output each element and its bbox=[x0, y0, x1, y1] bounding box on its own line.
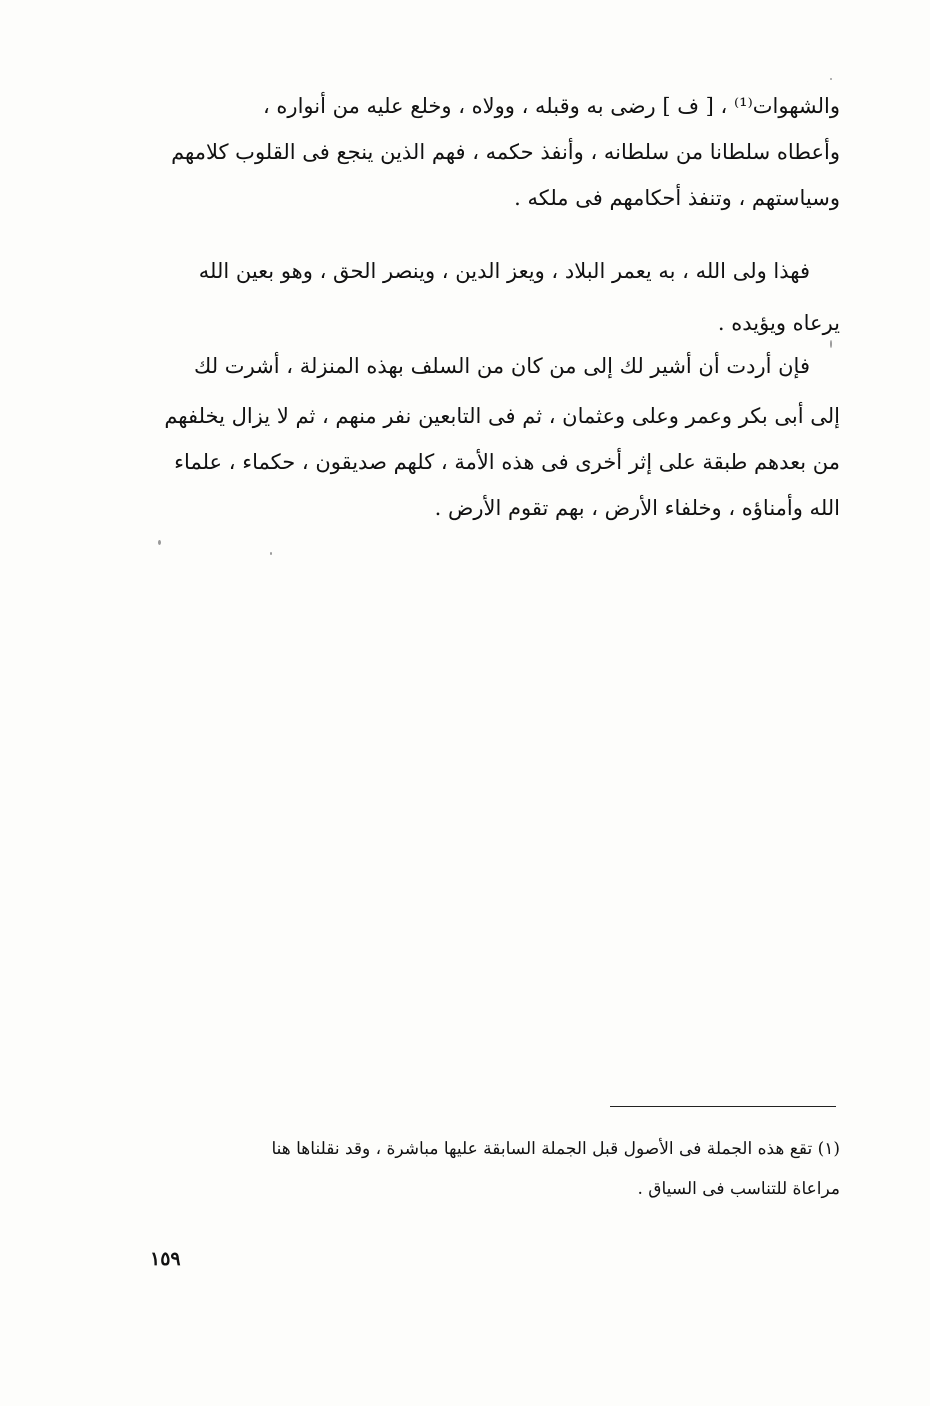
paragraph-line: الله وأمناؤه ، وخلفاء الأرض ، بهم تقوم الأرض . bbox=[434, 496, 840, 520]
footnote-line: (١) تقع هذه الجملة فى الأصول قبل الجملة السابقة عليها مباشرة ، وقد نقلناها هنا bbox=[271, 1139, 840, 1159]
scan-speck bbox=[830, 340, 832, 348]
paragraph-3 bbox=[150, 350, 840, 530]
page-number: ١٥٩ bbox=[150, 1248, 181, 1270]
paragraph-1 bbox=[160, 90, 840, 240]
paragraph-line: فهذا ولى الله ، به يعمر البلاد ، ويعز الدين ، وينصر الحق ، وهو بعين الله bbox=[198, 259, 810, 283]
scan-speck bbox=[158, 540, 161, 545]
paragraph-line: وسياستهم ، وتنفذ أحكامهم فى ملكه . bbox=[514, 186, 840, 210]
paragraph-line: من بعدهم طبقة على إثر أخرى فى هذه الأمة ، كلهم صديقون ، حكماء ، علماء bbox=[174, 450, 840, 474]
paragraph-line: فإن أردت أن أشير لك إلى من كان من السلف بهذه المنزلة ، أشرت لك bbox=[194, 354, 810, 378]
paragraph-line: يرعاه ويؤيده . bbox=[717, 311, 840, 335]
paragraph-2 bbox=[160, 255, 840, 345]
footnote bbox=[160, 1135, 840, 1215]
footnote-line: مراعاة للتناسب فى السياق . bbox=[637, 1179, 840, 1199]
scan-speck bbox=[270, 552, 272, 555]
paragraph-line: إلى أبى بكر وعمر وعلى وعثمان ، ثم فى التابعين نفر منهم ، ثم لا يزال يخلفهم bbox=[164, 404, 840, 428]
paragraph-line: وأعطاه سلطانا من سلطانه ، وأنفذ حكمه ، فهم الذين ينجع فى القلوب كلامهم bbox=[171, 140, 840, 164]
footnote-divider bbox=[610, 1106, 836, 1107]
paragraph-line: والشهوات⁽¹⁾ ، [ ف ] رضى به وقبله ، وولاه ، وخلع عليه من أنواره ، bbox=[262, 94, 840, 118]
scan-speck bbox=[830, 78, 832, 80]
